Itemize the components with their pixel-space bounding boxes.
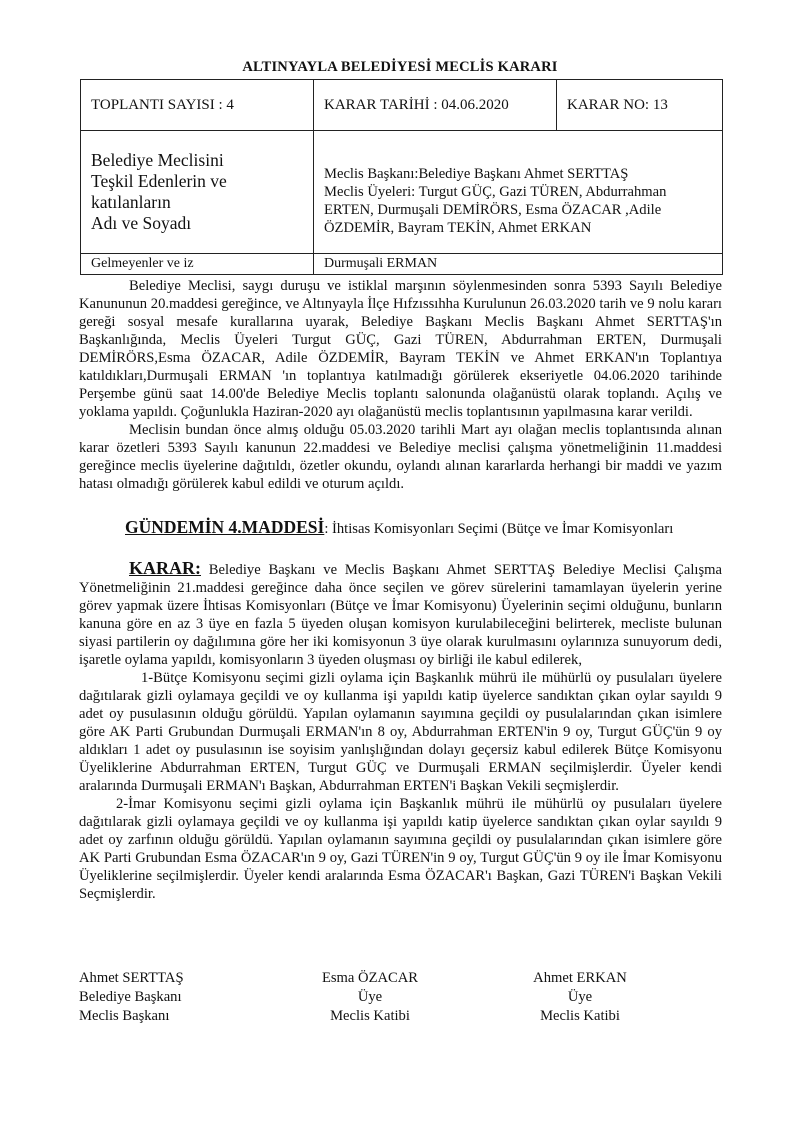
decision-paragraph-1: KARAR: Belediye Başkanı ve Meclis Başkanı Ahmet SERTTAŞ Belediye Meclisi Çalışma Yönetmeliğinin 21.maddesi gereğince daha önce seçilen ve görev sürelerini tamamlayan üyelerin yerine görev yapmak üzere İhtisas Komisyonları (Bütçe ve İmar Komisyonu) Üyelerinin seçimi olduğunu, bunların kanuna göre en az 3 üye en fazla 5 üyeden oluşan komisyon kurulabileceğini belirterek, mecliste bulunan siyasi partilerin oy dağılımına göre her iki komisyonun 3 üye olarak kurulmasını oylarınıza sunuyorum dedi, işaretle oylama yapıldı, komisyonların 3 üyeden oluşması oy birliği ile kabul edilerek, <box>79 558 722 668</box>
signature-clerk-1: Esma ÖZACAR Üye Meclis Katibi <box>321 970 419 1024</box>
members-label-cell: Belediye Meclisini Teşkil Edenlerin ve katılanların Adı ve Soyadı <box>81 131 314 254</box>
intro-paragraph-1: Belediye Meclisi, saygı duruşu ve istiklal marşının söylenmesinden sonra 5393 Sayılı Belediye Kanununun 20.maddesi gereğince, ve Altınyayla İlçe Hıfzıssıhha Kurulunun 26.03.2020 tarih ve 9 nolu kararı gereği sosyal mesafe kurallarına uyarak, Belediye Başkanı Meclis Başkanı Ahmet SERTTAŞ'ın Başkanlığında, Meclis Üyeleri Turgut GÜÇ, Gazi TÜREN, Abdurrahman ERTEN, Durmuşali DEMİRÖRS,Esma ÖZACAR, Adile ÖZDEMİR, Bayram TEKİN ve Ahmet ERKAN'ın Toplantıya katıldıkları,Durmuşali ERMAN 'ın toplantıya katılmadığı görülerek ekseriyetle 04.06.2020 tarihinde Perşembe günü saat 14.00'de Belediye Meclis toplantı salonunda olağanüstü olarak toplandı. Açılış ve yoklama yapıldı. Çoğunlukla Haziran-2020 ayı olağanüstü meclis toplantısının yapılmasına karar verildi. <box>79 278 722 420</box>
agenda-line <box>125 517 673 538</box>
decision-keyword: KARAR: <box>129 558 201 578</box>
absent-label-cell: Gelmeyenler ve iz <box>81 254 314 275</box>
meeting-no-cell: TOPLANTI SAYISI : 4 <box>81 80 314 131</box>
decision-paragraph-2: 1-Bütçe Komisyonu seçimi gizli oylama için Başkanlık mührü ile mühürlü oy pusulaları üyelere dağıtılarak gizli oylamaya geçildi ve oy kullanma işi yapıldı katip üyelerce sandıktan çıkan oylar sayıldı 9 adet oy pusulasının olduğu görüldü. Yapılan oylamanın sayımına geçildi oy pusulalarından çıkan isimlere göre AK Parti Grubundan Durmuşali ERMAN'ın 8 oy, Abdurrahman ERTEN'in 9 oy, Turgut GÜÇ'ün 9 oy aldıkları 1 adet oy pusulasının ise soyisim yanlışlığından dolayı geçersiz kabul edilerek Bütçe Komisyonu Üyeliklerine Abdurrahman ERTEN, Turgut GÜÇ ve Durmuşali ERMAN seçilmişlerdir. Üyeler kendi aralarında Durmuşali ERMAN'ı Başkan, Abdurrahman ERTEN'i Başkan Vekili seçmişlerdir. <box>79 670 722 794</box>
meeting-info-table <box>80 79 723 275</box>
members-value-cell: Meclis Başkanı:Belediye Başkanı Ahmet SERTTAŞ Meclis Üyeleri: Turgut GÜÇ, Gazi TÜREN, Abdurrahman ERTEN, Durmuşali DEMİRÖRS, Esma ÖZACAR ,Adile ÖZDEMİR, Bayram TEKİN, Ahmet ERKAN <box>314 131 723 254</box>
decision-no-cell: KARAR NO: 13 <box>557 80 723 131</box>
intro-paragraph-2: Meclisin bundan önce almış olduğu 05.03.2020 tarihli Mart ayı olağan meclis toplantısında alınan karar özetleri 5393 Sayılı kanunun 22.maddesi ve Belediye meclisi çalışma yönetmeliğinin 11.maddesi gereğince meclis üyelerine dağıtıldı, özetler okundu, oylandı alınan kararlarda herhangi bir maddi ve yazım hatası olmadığı görülerek kabul edildi ve oturum açıldı. <box>79 422 722 492</box>
agenda-text: : İhtisas Komisyonları Seçimi (Bütçe ve İmar Komisyonları <box>324 521 674 537</box>
signature-clerk-2: Ahmet ERKAN Üye Meclis Katibi <box>533 970 627 1024</box>
decision-section <box>79 559 722 903</box>
signature-chairman: Ahmet SERTTAŞ Belediye Başkanı Meclis Başkanı <box>79 970 184 1024</box>
decision-paragraph-3: 2-İmar Komisyonu seçimi gizli oylama için Başkanlık mührü ile mühürlü oy pusulaları üyelere dağıtılarak gizli oylamaya geçildi ve oy kullanma işi yapıldı katip üyelerce sandıktan çıkan oylar sayıldı 9 adet oy zarfının olduğu görüldü. Yapılan oylamanın sayımına geçildi oy pusulalarından çıkan isimlere göre AK Parti Grubundan Esma ÖZACAR'ın 9 oy, Gazi TÜREN'in 9 oy, Turgut GÜÇ'ün 9 oy ile İmar Komisyonu Üyeliklerine seçilmişlerdir. Üyeler kendi aralarında Esma ÖZACAR'ı Başkan, Gazi TÜREN'i Başkan Vekili Seçmişlerdir. <box>79 796 722 902</box>
intro-section <box>79 277 722 493</box>
decision-date-cell: KARAR TARİHİ : 04.06.2020 <box>314 80 557 131</box>
agenda-label: GÜNDEMİN 4.MADDESİ <box>125 517 325 537</box>
document-title: ALTINYAYLA BELEDİYESİ MECLİS KARARI <box>242 59 558 75</box>
absent-value-cell: Durmuşali ERMAN <box>314 254 723 275</box>
